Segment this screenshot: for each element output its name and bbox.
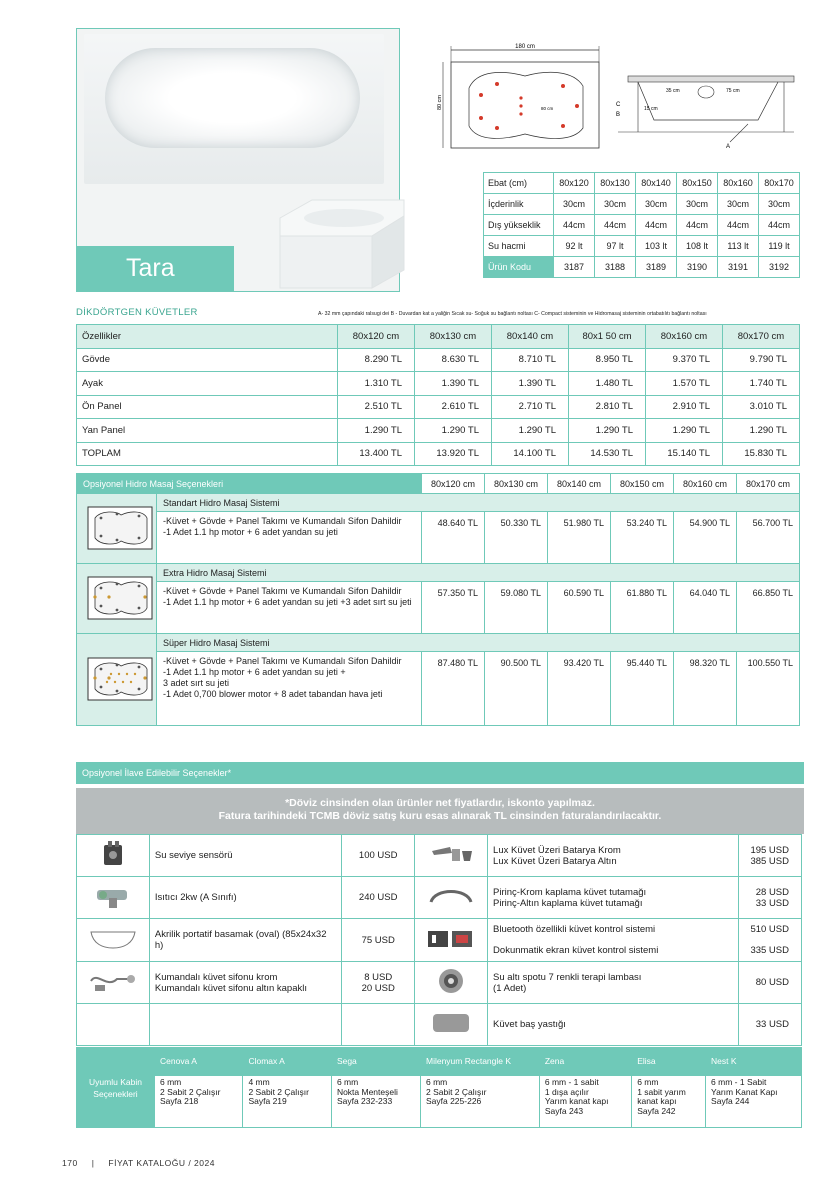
- svg-text:180 cm: 180 cm: [515, 44, 535, 50]
- step-icon: [77, 919, 150, 962]
- price-row: [77, 372, 800, 396]
- option-row: [77, 1004, 802, 1046]
- cabin-label: Uyumlu Kabin Seçenekleri: [77, 1048, 155, 1128]
- cabin-detail-line: Sayfa 232-233: [336, 1096, 393, 1106]
- hydro-price: 64.040 TL: [674, 582, 737, 634]
- cabin-detail-line: 2 Sabit 2 Çalışır: [248, 1086, 309, 1097]
- spec-value: 3192: [759, 257, 800, 278]
- product-title: Tara: [126, 254, 175, 282]
- empty-cell: [77, 1004, 150, 1046]
- cabin-details: [632, 1076, 706, 1128]
- hydro-system-name: Extra Hidro Masaj Sistemi: [157, 564, 800, 582]
- handle-icon: [415, 877, 488, 919]
- option-price: [739, 877, 802, 919]
- option-line: 33 USD: [755, 1019, 789, 1030]
- option-line: Bluetooth özellikli küvet kontrol sistemi: [493, 924, 656, 935]
- options-title: Opsiyonel İlave Edilebilir Seçenekler*: [76, 762, 804, 784]
- price-value: 3.010 TL: [723, 395, 800, 419]
- hydro-header-row: [77, 474, 800, 494]
- hydro-system-description: [157, 512, 422, 564]
- cabin-detail-line: 6 mm: [160, 1077, 182, 1087]
- cabin-detail-line: 2 Sabit 2 Çalışır: [160, 1086, 221, 1097]
- cabin-detail-line: Nokta Menteşeli: [336, 1086, 398, 1097]
- option-line: Pirinç-Altın kaplama küvet tutamağı: [493, 897, 643, 909]
- spec-value: 119 lt: [759, 236, 800, 257]
- price-value: 14.100 TL: [492, 442, 569, 466]
- spec-value: 3187: [554, 257, 595, 278]
- spec-value: 30cm: [636, 194, 677, 215]
- bathtub-panel-photo: [272, 198, 412, 290]
- svg-text:75 cm: 75 cm: [726, 88, 740, 94]
- cabin-detail-line: Yarım Kanat Kapı: [711, 1086, 778, 1097]
- spec-label: Dış yükseklik: [484, 215, 554, 236]
- hydro-price: 56.700 TL: [737, 512, 800, 564]
- price-value: 2.910 TL: [646, 395, 723, 419]
- price-value: 9.790 TL: [723, 348, 800, 372]
- hydro-price: 48.640 TL: [422, 512, 485, 564]
- spec-value: 44cm: [677, 215, 718, 236]
- svg-text:80 cm: 80 cm: [437, 95, 443, 110]
- option-name: [488, 877, 739, 919]
- cabin-details: [243, 1076, 331, 1128]
- legend-note: A- 32 mm çapındaki ralsugi dei B - Duvardan kat a yaliğin Sıcak su- Soğuk su bağlantı noltası C- Compact sisteminin ve Hidromasaj sisteminin ortabatılıtı bağlantı noltası: [318, 311, 707, 317]
- option-line: 510 USD: [750, 924, 789, 935]
- price-value: 8.630 TL: [415, 348, 492, 372]
- option-price: [342, 1004, 415, 1046]
- option-row: [77, 877, 802, 919]
- spec-table: [483, 172, 800, 278]
- spec-value: 30cm: [554, 194, 595, 215]
- hydro-system-name: Süper Hidro Masaj Sistemi: [157, 634, 800, 652]
- footer-separator: |: [91, 1158, 95, 1168]
- price-value: 1.290 TL: [492, 419, 569, 443]
- svg-text:15 cm: 15 cm: [644, 106, 658, 112]
- hydro-system-name: Standart Hidro Masaj Sistemi: [157, 494, 800, 512]
- price-value: 13.400 TL: [338, 442, 415, 466]
- hydro-price: 66.850 TL: [737, 582, 800, 634]
- hydro-tub-icon: [77, 634, 157, 726]
- option-price: [342, 877, 415, 919]
- spec-value: 30cm: [759, 194, 800, 215]
- option-name: [149, 1004, 341, 1046]
- hydro-price: 60.590 TL: [548, 582, 611, 634]
- price-header-cell: 80x160 cm: [646, 325, 723, 349]
- hydro-description-line: -Küvet + Gövde + Panel Takımı ve Kumandalı Sifon Dahildir: [163, 656, 402, 666]
- option-line: Lux Küvet Üzeri Batarya Altın: [493, 855, 617, 867]
- price-value: 1.390 TL: [492, 372, 569, 396]
- spec-label: Su hacmi: [484, 236, 554, 257]
- option-line: 28 USD: [755, 886, 789, 898]
- spec-value: 80x150: [677, 173, 718, 194]
- hydro-system-description: [157, 582, 422, 634]
- option-line: Dokunmatik ekran küvet kontrol sistemi: [493, 945, 659, 956]
- option-name: [488, 835, 739, 877]
- hydro-system-row: [77, 582, 800, 634]
- price-value: 1.290 TL: [569, 419, 646, 443]
- hydro-system-title-row: [77, 634, 800, 652]
- price-value: 8.290 TL: [338, 348, 415, 372]
- spec-value: 108 lt: [677, 236, 718, 257]
- hydro-description-line: -Küvet + Gövde + Panel Takımı ve Kumandalı Sifon Dahildir: [163, 516, 402, 526]
- cabin-detail-line: Sayfa 243: [544, 1105, 584, 1116]
- price-value: 2.610 TL: [415, 395, 492, 419]
- cabin-detail-line: 6 mm: [637, 1077, 659, 1087]
- hydro-tub-icon: [77, 564, 157, 634]
- option-line: Akrilik portatif basamak (oval) (85x24x32 h): [154, 929, 327, 951]
- svg-text:A: A: [726, 144, 731, 150]
- cabin-name: Sega: [331, 1048, 420, 1076]
- bathtub-basin: [105, 48, 360, 148]
- price-header-cell: 80x170 cm: [723, 325, 800, 349]
- spec-value: 44cm: [718, 215, 759, 236]
- price-header-cell: 80x1 50 cm: [569, 325, 646, 349]
- price-table: [76, 324, 800, 466]
- price-label: Gövde: [77, 348, 338, 372]
- price-header-cell: 80x130 cm: [415, 325, 492, 349]
- hydro-price: 95.440 TL: [611, 652, 674, 726]
- hydro-size: 80x120 cm: [422, 474, 485, 494]
- option-name: [488, 962, 739, 1004]
- cabin-name: Nest K: [706, 1048, 802, 1076]
- option-row: [77, 919, 802, 962]
- hydro-description-line: -1 Adet 1.1 hp motor + 6 adet yandan su jeti +: [163, 667, 346, 677]
- price-value: 9.370 TL: [646, 348, 723, 372]
- price-header-cell: 80x120 cm: [338, 325, 415, 349]
- hydro-price: 61.880 TL: [611, 582, 674, 634]
- hydro-size: 80x140 cm: [548, 474, 611, 494]
- spec-label: İçderinlik: [484, 194, 554, 215]
- hydro-system-row: [77, 512, 800, 564]
- side-view-drawing: [608, 62, 798, 152]
- hydro-price: 93.420 TL: [548, 652, 611, 726]
- spec-value: 44cm: [759, 215, 800, 236]
- spec-row: [484, 257, 800, 278]
- pillow-icon: [415, 1004, 488, 1046]
- option-price: [342, 962, 415, 1004]
- hydro-price: 100.550 TL: [737, 652, 800, 726]
- option-row: [77, 962, 802, 1004]
- option-price: [739, 962, 802, 1004]
- catalog-name: FİYAT KATALOĞU / 2024: [108, 1158, 215, 1168]
- cabin-detail-line: kanat kapı: [637, 1096, 677, 1106]
- hydro-title: Opsiyonel Hidro Masaj Seçenekleri: [77, 474, 422, 494]
- spec-row: [484, 194, 800, 215]
- cabin-header-row: [77, 1048, 802, 1076]
- svg-text:80 cm: 80 cm: [541, 106, 554, 111]
- hydro-description-line: -1 Adet 0,700 blower motor + 8 adet tabandan hava jeti: [163, 689, 383, 699]
- option-line: 385 USD: [750, 855, 789, 867]
- cabin-detail-line: 6 mm: [425, 1077, 448, 1087]
- hydro-system-row: [77, 652, 800, 726]
- hydro-system-description: [157, 652, 422, 726]
- spec-row: [484, 173, 800, 194]
- option-line: Su altı spotu 7 renkli terapi lambası: [493, 971, 642, 983]
- option-row: [77, 835, 802, 877]
- spec-value: 97 lt: [595, 236, 636, 257]
- option-name: [488, 1004, 739, 1046]
- heater-icon: [77, 877, 150, 919]
- price-label: Ayak: [77, 372, 338, 396]
- hydro-price: 59.080 TL: [485, 582, 548, 634]
- price-value: 1.390 TL: [415, 372, 492, 396]
- spec-value: 3190: [677, 257, 718, 278]
- option-line: (1 Adet): [493, 982, 527, 994]
- option-line: Pirinç-Krom kaplama küvet tutamağı: [493, 886, 647, 898]
- option-line: 335 USD: [750, 945, 789, 956]
- price-label: Yan Panel: [77, 419, 338, 443]
- price-value: 1.290 TL: [415, 419, 492, 443]
- cabin-detail-line: Sayfa 225-226: [425, 1096, 482, 1106]
- spec-value: 3189: [636, 257, 677, 278]
- price-value: 8.710 TL: [492, 348, 569, 372]
- option-line: 33 USD: [755, 897, 789, 909]
- cabin-detail-line: 1 sabit yarım: [637, 1086, 686, 1097]
- hydro-system-title-row: [77, 564, 800, 582]
- cabin-table: [76, 1047, 802, 1128]
- option-line: 75 USD: [361, 934, 395, 946]
- hydro-description-line: -Küvet + Gövde + Panel Takımı ve Kumandalı Sifon Dahildir: [163, 586, 402, 596]
- option-name: [488, 919, 739, 962]
- price-value: 1.290 TL: [723, 419, 800, 443]
- top-view-drawing: [437, 40, 607, 160]
- price-label: TOPLAM: [77, 442, 338, 466]
- page-number: 170: [62, 1158, 78, 1168]
- hydro-description-line: -1 Adet 1.1 hp motor + 6 adet yandan su jeti +3 adet sırt su jeti: [163, 597, 412, 607]
- spec-value: 30cm: [595, 194, 636, 215]
- option-price: [739, 919, 802, 962]
- option-line: Küvet baş yastığı: [493, 1019, 566, 1030]
- option-line: Kumandalı küvet sifonu altın kapaklı: [154, 982, 307, 994]
- spec-row: [484, 236, 800, 257]
- hydro-size: 80x170 cm: [737, 474, 800, 494]
- spec-label: Ebat (cm): [484, 173, 554, 194]
- hydro-massage-table: [76, 473, 800, 726]
- price-row: [77, 442, 800, 466]
- currency-notice-line1: *Döviz cinsinden olan ürünler net fiyatlardır, iskonto yapılmaz.: [285, 797, 595, 809]
- cabin-detail-line: Sayfa 242: [637, 1105, 676, 1116]
- spec-value: 44cm: [554, 215, 595, 236]
- cabin-detail-line: 6 mm: [336, 1077, 359, 1087]
- spec-value: 80x170: [759, 173, 800, 194]
- option-name: [149, 835, 341, 877]
- siphon-icon: [77, 962, 150, 1004]
- spec-row: [484, 215, 800, 236]
- price-label: Ön Panel: [77, 395, 338, 419]
- price-value: 1.570 TL: [646, 372, 723, 396]
- price-row: [77, 419, 800, 443]
- hydro-price: 90.500 TL: [485, 652, 548, 726]
- option-line: 20 USD: [361, 982, 395, 994]
- price-value: 1.290 TL: [646, 419, 723, 443]
- price-row: [77, 395, 800, 419]
- price-header-cell: 80x140 cm: [492, 325, 569, 349]
- option-line: 195 USD: [750, 844, 789, 856]
- price-value: 13.920 TL: [415, 442, 492, 466]
- price-header-row: [77, 325, 800, 349]
- svg-text:C: C: [616, 102, 621, 108]
- spec-value: 80x160: [718, 173, 759, 194]
- spec-value: 44cm: [595, 215, 636, 236]
- option-line: 8 USD: [364, 971, 393, 983]
- hydro-description-line: 3 adet sırt su jeti: [163, 678, 230, 688]
- section-label: DİKDÖRTGEN KÜVETLER: [76, 307, 198, 318]
- cabin-name: Zena: [539, 1048, 631, 1076]
- option-line: 100 USD: [358, 850, 398, 861]
- price-value: 1.290 TL: [338, 419, 415, 443]
- hydro-price: 53.240 TL: [611, 512, 674, 564]
- hydro-tub-icon: [77, 494, 157, 564]
- price-value: 1.740 TL: [723, 372, 800, 396]
- cabin-details: [539, 1076, 631, 1128]
- price-value: 8.950 TL: [569, 348, 646, 372]
- price-value: 2.810 TL: [569, 395, 646, 419]
- cabin-name: Clomax A: [243, 1048, 331, 1076]
- spec-value: 113 lt: [718, 236, 759, 257]
- svg-text:35 cm: 35 cm: [666, 88, 680, 94]
- price-row: [77, 348, 800, 372]
- cabin-detail-line: 4 mm: [248, 1077, 270, 1087]
- hydro-price: 57.350 TL: [422, 582, 485, 634]
- price-header-cell: Özellikler: [77, 325, 338, 349]
- spec-value: 92 lt: [554, 236, 595, 257]
- spec-label: Ürün Kodu: [484, 257, 554, 278]
- cabin-name: Elisa: [632, 1048, 706, 1076]
- cabin-details: [420, 1076, 539, 1128]
- option-line: Kumandalı küvet sifonu krom: [154, 971, 278, 983]
- option-name: [149, 962, 341, 1004]
- price-value: 15.140 TL: [646, 442, 723, 466]
- option-price: [739, 835, 802, 877]
- sensor-icon: [77, 835, 150, 877]
- spotlight-icon: [415, 962, 488, 1004]
- option-line: Isıtıcı 2kw (A Sınıfı): [154, 892, 237, 903]
- option-name: [149, 877, 341, 919]
- cabin-detail-line: Sayfa 244: [711, 1096, 750, 1106]
- hydro-size: 80x130 cm: [485, 474, 548, 494]
- option-line: Su seviye sensörü: [154, 850, 233, 861]
- control-panel-icon: [415, 919, 488, 962]
- cabin-detail-row: [77, 1076, 802, 1128]
- currency-notice-line2: Fatura tarihindeki TCMB döviz satış kuru esas alınarak TL cinsinden faturalandırılacaktır.: [218, 810, 662, 822]
- option-price: [342, 835, 415, 877]
- hydro-system-title-row: [77, 494, 800, 512]
- spec-value: 80x130: [595, 173, 636, 194]
- hydro-price: 50.330 TL: [485, 512, 548, 564]
- price-value: 15.830 TL: [723, 442, 800, 466]
- spec-value: 103 lt: [636, 236, 677, 257]
- faucet-icon: [415, 835, 488, 877]
- option-price: [739, 1004, 802, 1046]
- options-table: [76, 834, 802, 1046]
- hydro-size: 80x150 cm: [611, 474, 674, 494]
- cabin-detail-line: Yarım kanat kapı: [544, 1096, 609, 1106]
- cabin-details: [331, 1076, 420, 1128]
- cabin-name: Milenyum Rectangle K: [420, 1048, 539, 1076]
- cabin-detail-line: 1 dışa açılır: [544, 1086, 589, 1097]
- option-line: 240 USD: [358, 892, 398, 903]
- price-value: 1.310 TL: [338, 372, 415, 396]
- price-value: 2.710 TL: [492, 395, 569, 419]
- option-name: [149, 919, 341, 962]
- spec-value: 3188: [595, 257, 636, 278]
- price-value: 14.530 TL: [569, 442, 646, 466]
- footer: [62, 1158, 215, 1168]
- cabin-name: Cenova A: [155, 1048, 243, 1076]
- spec-value: 44cm: [636, 215, 677, 236]
- option-line: 80 USD: [755, 977, 789, 988]
- option-line: Lux Küvet Üzeri Batarya Krom: [493, 844, 621, 856]
- cabin-detail-line: 6 mm - 1 Sabit: [711, 1077, 767, 1087]
- svg-text:B: B: [616, 112, 621, 118]
- spec-value: 3191: [718, 257, 759, 278]
- currency-notice: [76, 788, 804, 834]
- hydro-price: 98.320 TL: [674, 652, 737, 726]
- hydro-price: 51.980 TL: [548, 512, 611, 564]
- cabin-detail-line: Sayfa 218: [160, 1096, 199, 1106]
- hydro-price: 87.480 TL: [422, 652, 485, 726]
- spec-value: 30cm: [718, 194, 759, 215]
- cabin-detail-line: 2 Sabit 2 Çalışır: [425, 1086, 487, 1097]
- spec-value: 30cm: [677, 194, 718, 215]
- cabin-detail-line: Sayfa 219: [248, 1096, 287, 1106]
- hydro-size: 80x160 cm: [674, 474, 737, 494]
- price-value: 1.480 TL: [569, 372, 646, 396]
- spec-value: 80x140: [636, 173, 677, 194]
- cabin-detail-line: 6 mm - 1 sabit: [544, 1077, 599, 1087]
- spec-value: 80x120: [554, 173, 595, 194]
- hydro-price: 54.900 TL: [674, 512, 737, 564]
- price-value: 2.510 TL: [338, 395, 415, 419]
- cabin-details: [155, 1076, 243, 1128]
- hydro-description-line: -1 Adet 1.1 hp motor + 6 adet yandan su jeti: [163, 527, 338, 537]
- cabin-details: [706, 1076, 802, 1128]
- option-price: [342, 919, 415, 962]
